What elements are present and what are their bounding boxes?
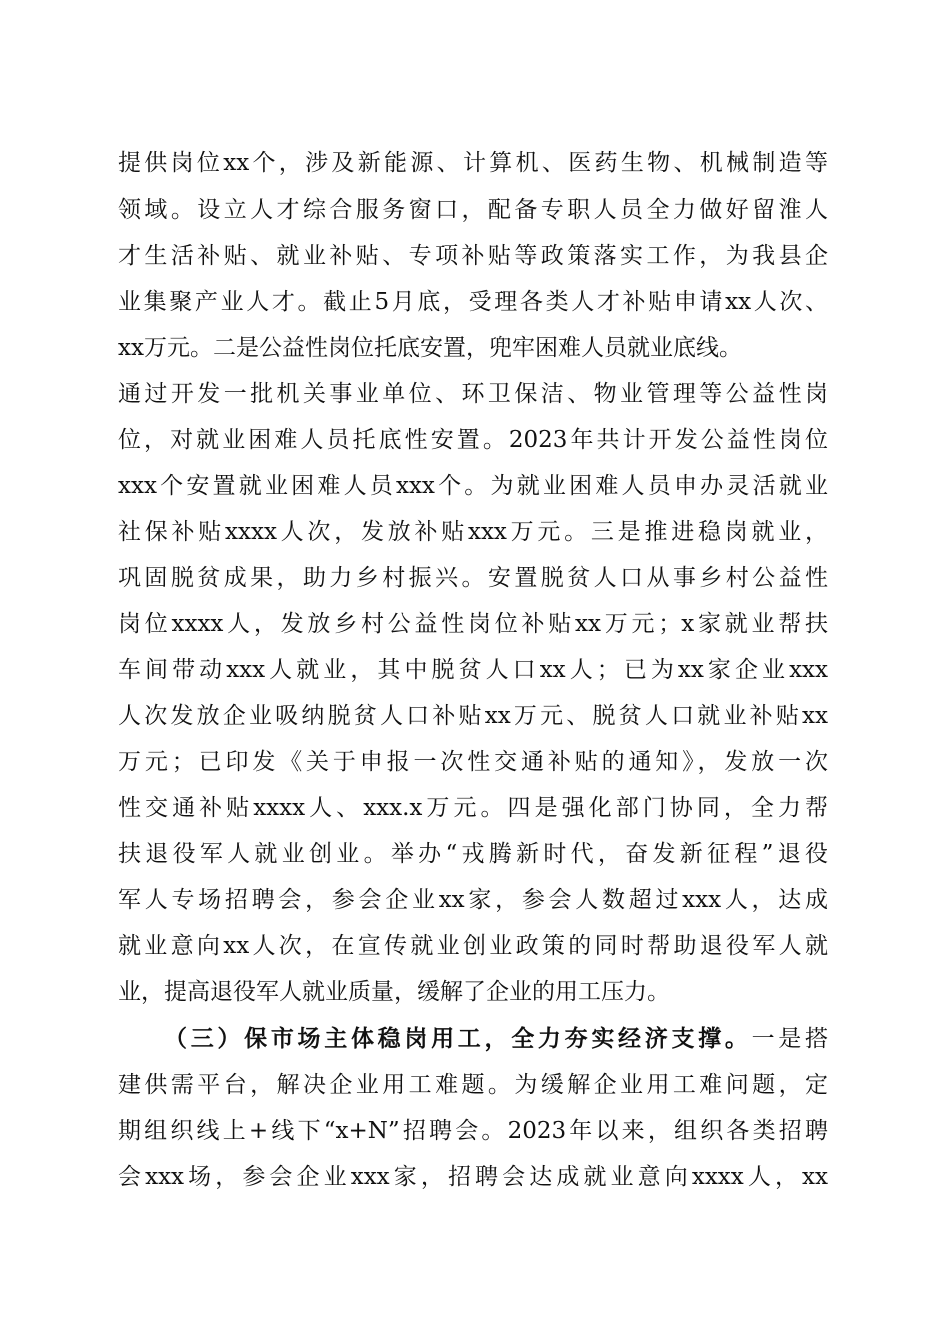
body-text-line: 社保补贴xxxx人次，发放补贴xxx万元。三是推进稳岗就业，	[118, 519, 828, 545]
body-text-line: 就业意向xx人次，在宣传就业创业政策的同时帮助退役军人就	[118, 933, 828, 959]
body-text-line: 人次发放企业吸纳脱贫人口补贴xx万元、脱贫人口就业补贴xx	[118, 703, 828, 729]
body-text-line: 军人专场招聘会，参会企业xx家，参会人数超过xxx人，达成	[118, 887, 828, 913]
body-text-line: xx万元。二是公益性岗位托底安置，兜牢困难人员就业底线。	[118, 335, 742, 361]
body-text-line: 性交通补贴xxxx人、xxx.x万元。四是强化部门协同，全力帮	[118, 795, 828, 821]
body-text-line: 巩固脱贫成果，助力乡村振兴。安置脱贫人口从事乡村公益性	[118, 565, 828, 591]
body-text-line: 领域。设立人才综合服务窗口，配备专职人员全力做好留淮人	[118, 197, 828, 223]
body-text-line: 位，对就业困难人员托底性安置。2023年共计开发公益性岗位	[118, 427, 828, 453]
section-3-heading: （三）保市场主体稳岗用工，全力夯实经济支撑。	[164, 1025, 752, 1052]
body-text-line: 期组织线上+线下“x+N”招聘会。2023年以来，组织各类招聘	[118, 1118, 828, 1144]
body-text-line: xxx个安置就业困难人员xxx个。为就业困难人员申办灵活就业	[118, 473, 828, 499]
body-text-line: 通过开发一批机关事业单位、环卫保洁、物业管理等公益性岗	[118, 381, 828, 407]
body-text-line: 建供需平台，解决企业用工难题。为缓解企业用工难问题，定	[118, 1072, 828, 1098]
body-text-line: 业集聚产业人才。截止5月底，受理各类人才补贴申请xx人次、	[118, 289, 828, 315]
body-text-line: 会xxx场，参会企业xxx家，招聘会达成就业意向xxxx人，xx	[118, 1164, 828, 1190]
section-3-first-line	[164, 1024, 828, 1054]
body-text-line: 岗位xxxx人，发放乡村公益性岗位补贴xx万元；x家就业帮扶	[118, 611, 828, 637]
body-text-line: 车间带动xxx人就业，其中脱贫人口xx人；已为xx家企业xxx	[118, 657, 828, 683]
body-text-line: 万元；已印发《关于申报一次性交通补贴的通知》，发放一次	[118, 749, 828, 775]
body-text-line: 业，提高退役军人就业质量，缓解了企业的用工压力。	[118, 979, 670, 1005]
body-text-line: 才生活补贴、就业补贴、专项补贴等政策落实工作，为我县企	[118, 243, 828, 269]
body-text-line: 扶退役军人就业创业。举办“戎腾新时代，奋发新征程”退役	[118, 841, 828, 867]
section-3-heading-tail: 一是搭	[751, 1026, 829, 1052]
body-text-line: 提供岗位xx个，涉及新能源、计算机、医药生物、机械制造等	[118, 150, 828, 176]
